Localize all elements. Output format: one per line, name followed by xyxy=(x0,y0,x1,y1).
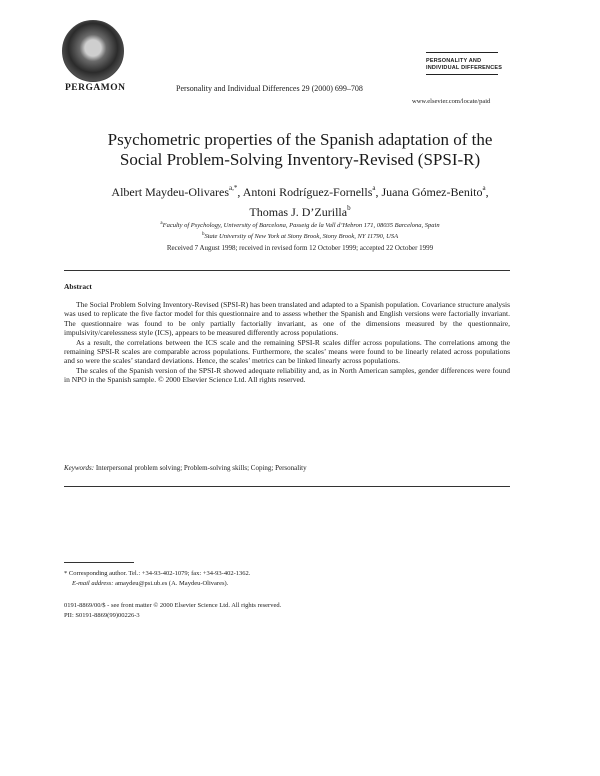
author-1-sup: a,* xyxy=(229,184,238,192)
author-4-sup: b xyxy=(347,204,351,212)
affiliation-b: State University of New York at Stony Brook, Stony Brook, NY 11790, USA xyxy=(204,233,399,240)
article-title-line2: Social Problem-Solving Inventory-Revised (SPSI-R) xyxy=(119,150,481,169)
abstract-paragraph-1: The Social Problem Solving Inventory-Revised (SPSI-R) has been translated and adapted to a Spanish population. Covariance structure analysis was used to replicate the five factor model for this questionnaire and to assess whether the Spanish and English versions were factorially invariant. The questionnaire was found to be only partially factorially invariant, as one of the dimensions measured by the questionnaire, impulsivity/carelessness style (ICS), appears to be measured differently across populations. xyxy=(64,300,510,338)
affiliation-a-sup: a xyxy=(160,221,163,226)
author-3-comma: , xyxy=(485,185,489,199)
publisher-name: PERGAMON xyxy=(65,83,126,93)
journal-brand-line2: INDIVIDUAL DIFFERENCES xyxy=(426,64,503,71)
affiliations xyxy=(30,219,570,241)
author-2-sup: a xyxy=(372,184,376,192)
keywords xyxy=(64,464,307,472)
email-label: E-mail address: xyxy=(72,580,114,587)
email-address[interactable]: amaydeu@psi.ub.es (A. Maydeu-Olivares). xyxy=(113,580,229,587)
author-4: Thomas J. D’Zurilla xyxy=(249,205,348,219)
abstract-body xyxy=(64,300,510,385)
pii-line: PII: S0191-8869(99)00226-3 xyxy=(64,612,140,619)
keywords-label: Keywords: xyxy=(64,464,95,472)
footnote xyxy=(64,569,250,589)
author-list xyxy=(30,180,570,220)
issn-line: 0191-8869/00/$ - see front matter © 2000 Elsevier Science Ltd. All rights reserved. xyxy=(64,602,282,609)
journal-url[interactable]: www.elsevier.com/locate/paid xyxy=(412,98,491,105)
abstract-bottom-rule xyxy=(64,486,510,487)
corresponding-author: * Corresponding author. Tel.: +34-93-402-1079; fax: +34-93-402-1362. xyxy=(64,570,251,577)
issn-block xyxy=(64,601,281,621)
brand-rule-top xyxy=(426,52,498,53)
affiliation-a: Faculty of Psychology, University of Barcelona, Passeig de la Vall d’Hebron 171, 08035 Barcelona, Spain xyxy=(162,222,440,229)
author-3-sup: a xyxy=(482,184,486,192)
abstract-paragraph-3: The scales of the Spanish version of the SPSI-R showed adequate reliability and, as in North American samples, gender differences were found in NPO in the Spanish sample. © 2000 Elsevier Science Ltd. All rights reserved. xyxy=(64,365,510,385)
abstract-paragraph-2: As a result, the correlations between the ICS scale and the remaining SPSI-R scales differ across populations. The correlations among the remaining SPSI-R scales are comparable across populations. Furthermore, the scales’ means were found to be linearly related across populations and so were the scales’ standard deviations. Hence, the scales’ metrics can be linked linearly across populations. xyxy=(64,337,510,366)
journal-citation: Personality and Individual Differences 29 (2000) 699–708 xyxy=(176,84,363,93)
brand-rule-bottom xyxy=(426,74,498,75)
author-2: , Antoni Rodríguez-Fornells xyxy=(237,185,373,199)
abstract-top-rule xyxy=(64,270,510,271)
abstract-heading: Abstract xyxy=(64,282,92,291)
journal-brand xyxy=(426,58,502,71)
keywords-list: Interpersonal problem solving; Problem-solving skills; Coping; Personality xyxy=(94,464,307,472)
affiliation-b-sup: b xyxy=(201,232,205,237)
received-dates: Received 7 August 1998; received in revised form 12 October 1999; accepted 22 October 1999 xyxy=(166,244,434,252)
article-title-line1: Psychometric properties of the Spanish adaptation of the xyxy=(107,130,493,149)
publisher-logo-icon xyxy=(62,20,124,82)
journal-brand-line1: PERSONALITY AND xyxy=(426,58,482,64)
footnote-rule xyxy=(64,562,134,563)
author-3: , Juana Gómez-Benito xyxy=(375,185,483,199)
author-1: Albert Maydeu-Olivares xyxy=(111,185,230,199)
article-title xyxy=(40,130,560,170)
